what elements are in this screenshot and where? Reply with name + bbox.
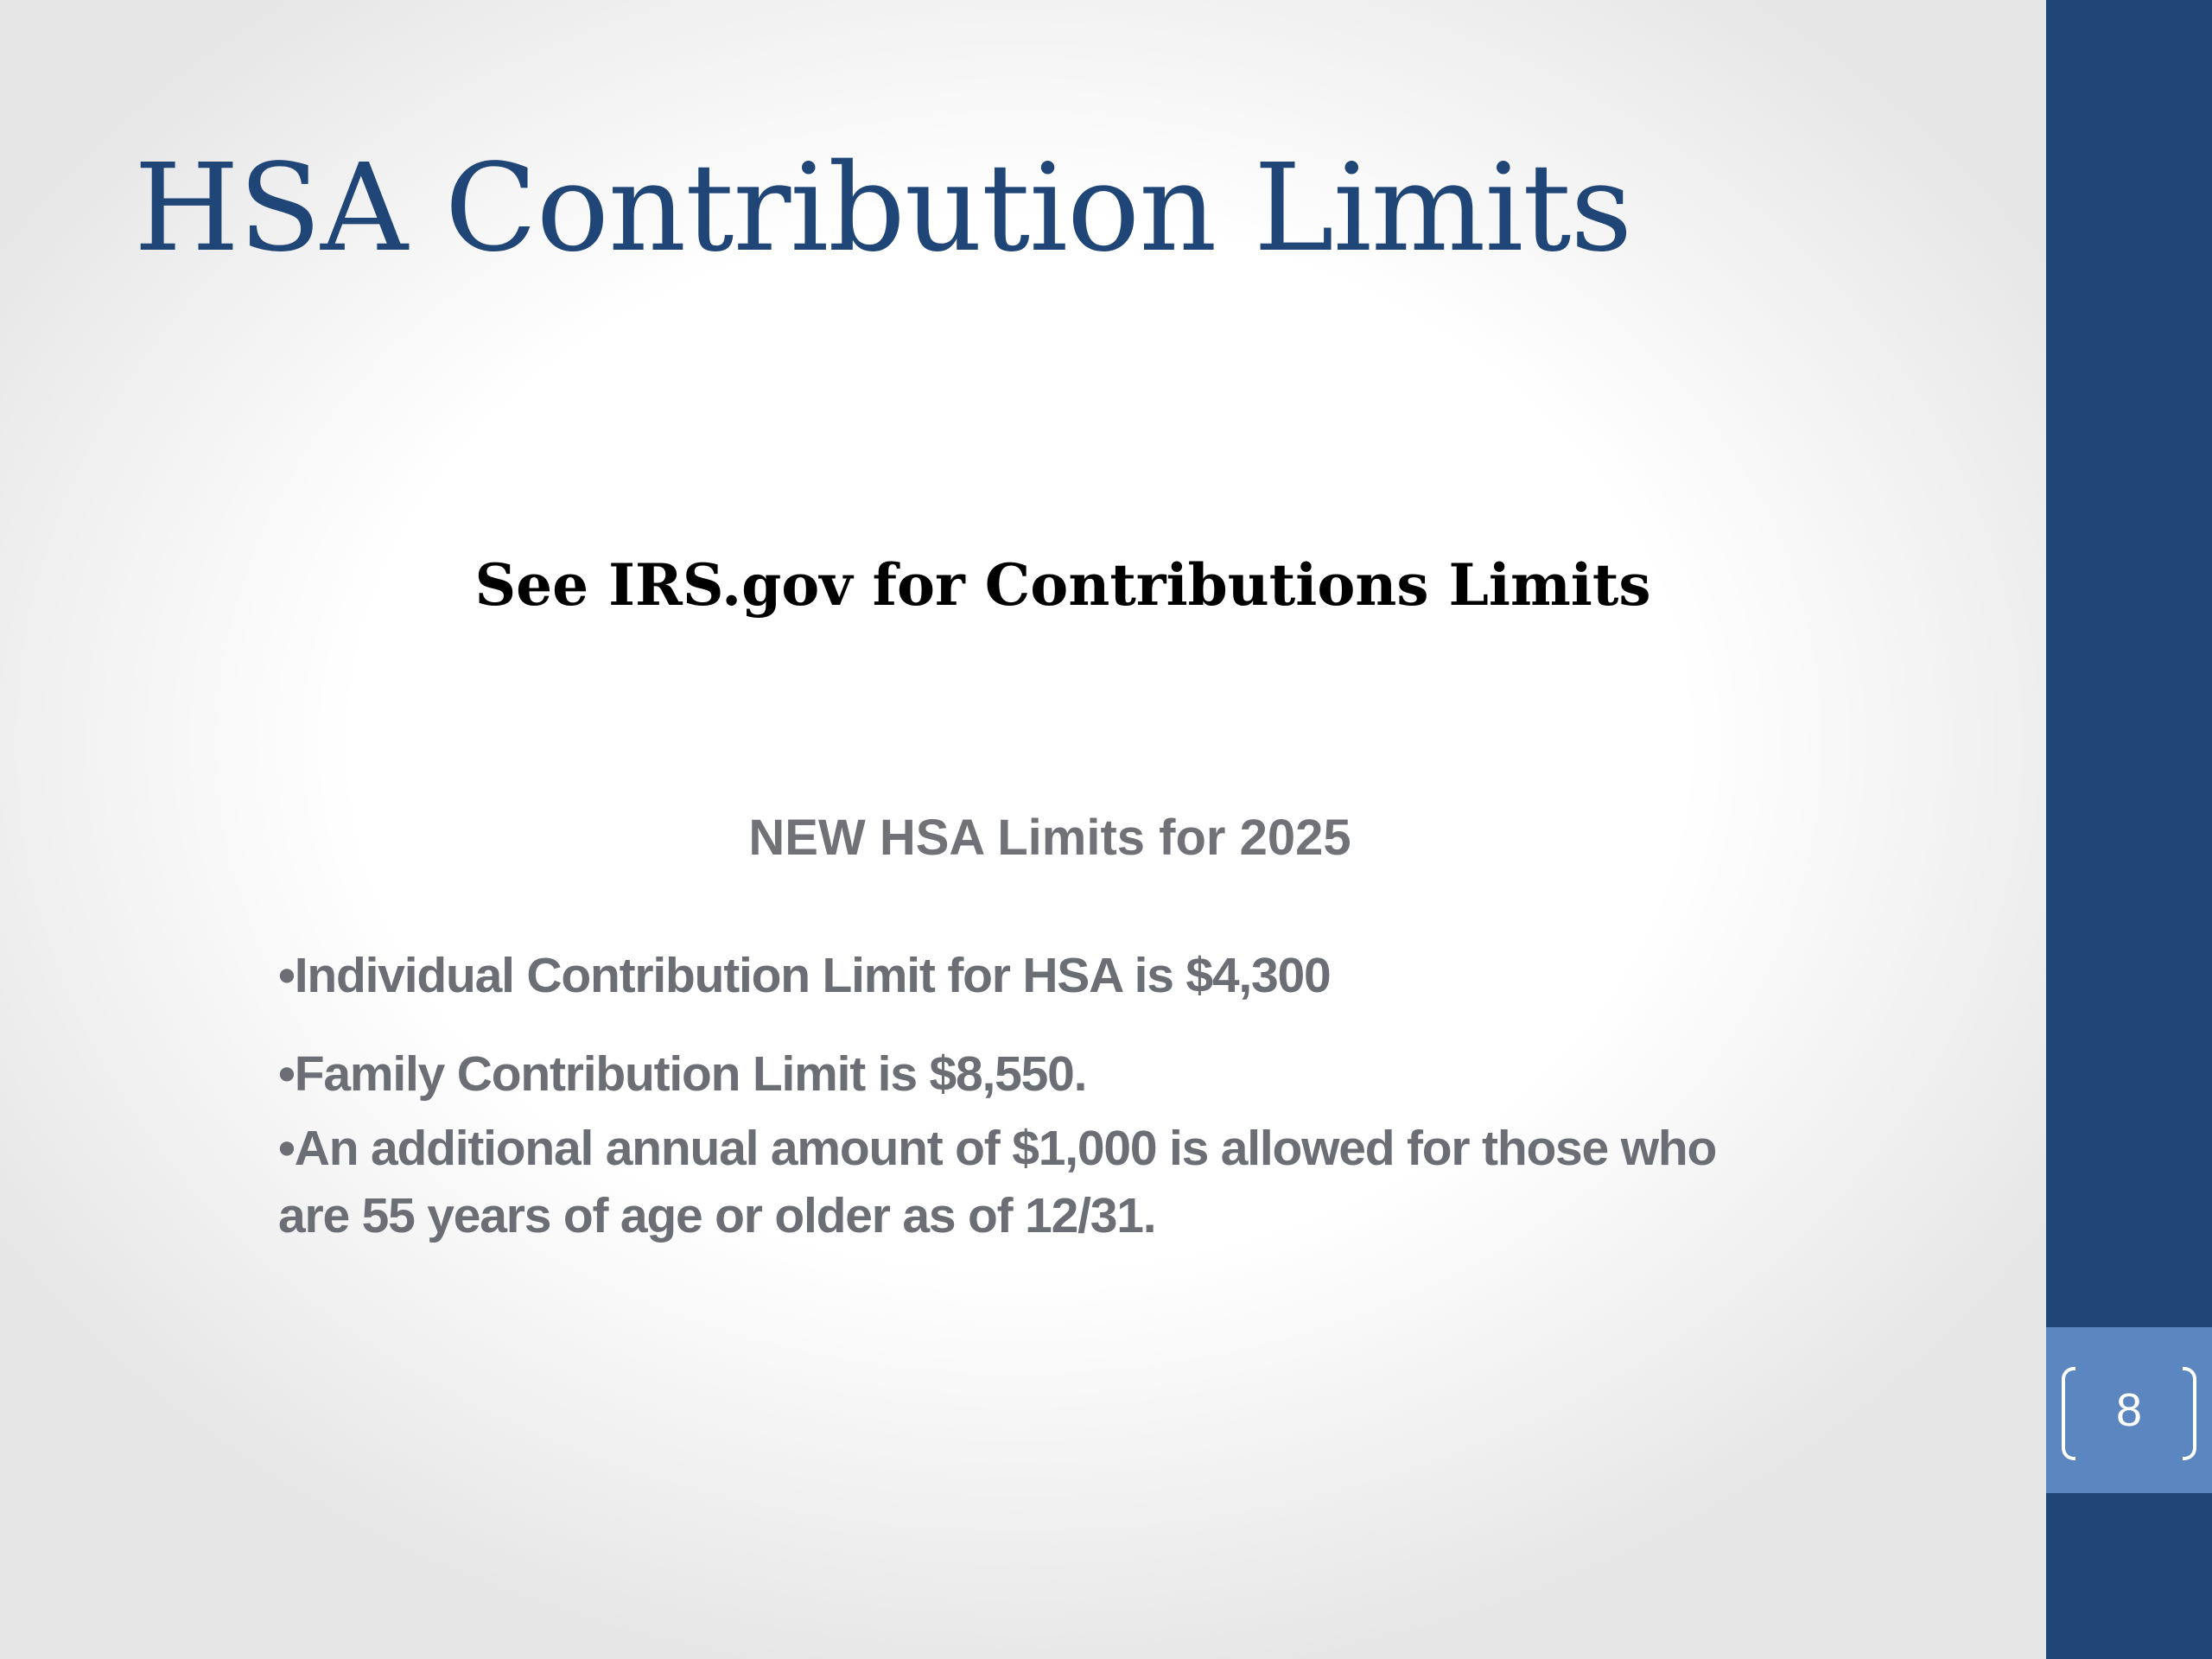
bullet-catch-up-limit: •An additional annual amount of $1,000 is allowed for those who are 55 years of age or older as of 12/31. <box>278 1121 1717 1243</box>
bullet-list <box>278 942 1764 1249</box>
slide-title: HSA Contribution Limits <box>134 138 1632 279</box>
right-bracket-icon <box>2183 1367 2196 1460</box>
bullet-individual-limit: •Individual Contribution Limit for HSA is $4,300 <box>278 948 1331 1003</box>
page-number-box <box>2046 1327 2212 1493</box>
irs-note: See IRS.gov for Contributions Limits <box>474 551 1651 619</box>
limits-heading: NEW HSA Limits for 2025 <box>748 810 1351 866</box>
page-number: 8 <box>2115 1384 2143 1436</box>
bullet-family-limit: •Family Contribution Limit is $8,550. <box>278 1046 1087 1102</box>
